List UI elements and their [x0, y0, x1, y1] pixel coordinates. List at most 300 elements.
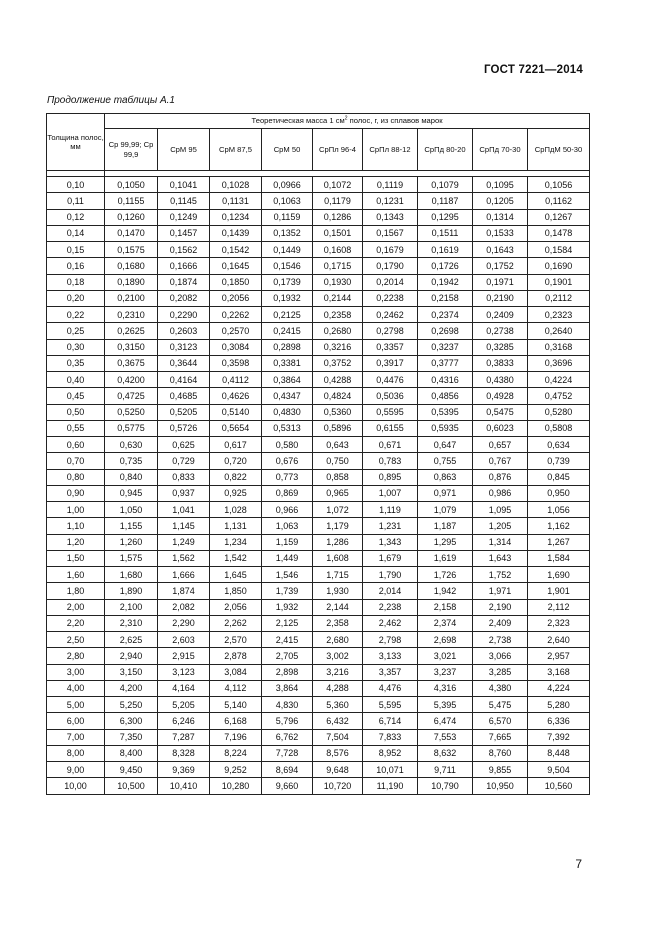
thickness-cell: 2,80	[47, 648, 105, 664]
mass-cell: 0,986	[473, 485, 528, 501]
mass-cell: 3,002	[313, 648, 363, 664]
mass-cell: 2,957	[528, 648, 590, 664]
mass-cell: 0,1850	[210, 274, 262, 290]
thickness-cell: 0,30	[47, 339, 105, 355]
mass-cell: 0,4380	[473, 372, 528, 388]
thickness-cell: 5,00	[47, 697, 105, 713]
mass-cell: 0,2190	[473, 290, 528, 306]
mass-cell: 8,448	[528, 745, 590, 761]
mass-cell: 10,720	[313, 778, 363, 794]
mass-cell: 4,476	[363, 680, 418, 696]
mass-cell: 0,2144	[313, 290, 363, 306]
mass-cell: 1,249	[158, 534, 210, 550]
thickness-cell: 0,45	[47, 388, 105, 404]
table-row	[47, 388, 590, 404]
mass-cell: 1,726	[418, 567, 473, 583]
mass-cell: 10,950	[473, 778, 528, 794]
mass-cell: 0,1739	[262, 274, 313, 290]
table-row	[47, 632, 590, 648]
table-row	[47, 258, 590, 274]
mass-cell: 2,056	[210, 599, 262, 615]
mass-cell: 0,1449	[262, 242, 313, 258]
stub-header: Толщина полос, мм	[47, 114, 105, 171]
mass-cell: 1,715	[313, 567, 363, 583]
mass-cell: 0,2625	[105, 323, 158, 339]
mass-cell: 0,3777	[418, 355, 473, 371]
mass-cell: 0,5360	[313, 404, 363, 420]
mass-cell: 0,2409	[473, 307, 528, 323]
column-header: СрМ 50	[262, 129, 313, 171]
mass-cell: 2,358	[313, 615, 363, 631]
mass-cell: 0,4288	[313, 372, 363, 388]
mass-cell: 0,2014	[363, 274, 418, 290]
mass-cell: 0,2374	[418, 307, 473, 323]
column-header: СрПд 80-20	[418, 129, 473, 171]
mass-cell: 0,3168	[528, 339, 590, 355]
mass-cell: 0,2898	[262, 339, 313, 355]
mass-cell: 9,711	[418, 762, 473, 778]
mass-cell: 1,343	[363, 534, 418, 550]
thickness-cell: 1,50	[47, 550, 105, 566]
mass-cell: 1,314	[473, 534, 528, 550]
mass-cell: 0,1680	[105, 258, 158, 274]
table-row	[47, 177, 590, 193]
table-caption: Продолжение таблицы А.1	[47, 95, 175, 106]
mass-cell: 0,965	[313, 485, 363, 501]
table-row	[47, 404, 590, 420]
thickness-cell: 1,10	[47, 518, 105, 534]
thickness-cell: 1,20	[47, 534, 105, 550]
mass-cell: 0,2698	[418, 323, 473, 339]
mass-cell: 0,3285	[473, 339, 528, 355]
column-header: СрПл 88-12	[363, 129, 418, 171]
table-row	[47, 518, 590, 534]
mass-cell: 0,1901	[528, 274, 590, 290]
mass-cell: 1,645	[210, 567, 262, 583]
mass-cell: 1,159	[262, 534, 313, 550]
mass-cell: 1,690	[528, 567, 590, 583]
table-row	[47, 778, 590, 794]
mass-cell: 1,267	[528, 534, 590, 550]
mass-cell: 0,1643	[473, 242, 528, 258]
thickness-cell: 9,00	[47, 762, 105, 778]
mass-cell: 1,056	[528, 502, 590, 518]
mass-cell: 1,680	[105, 567, 158, 583]
mass-cell: 0,580	[262, 437, 313, 453]
mass-cell: 0,1249	[158, 209, 210, 225]
mass-cell: 3,021	[418, 648, 473, 664]
mass-cell: 0,6023	[473, 420, 528, 436]
thickness-cell: 0,80	[47, 469, 105, 485]
column-header: СрМ 95	[158, 129, 210, 171]
thickness-cell: 1,80	[47, 583, 105, 599]
mass-cell: 0,845	[528, 469, 590, 485]
mass-table	[46, 113, 590, 795]
mass-cell: 2,100	[105, 599, 158, 615]
thickness-cell: 8,00	[47, 745, 105, 761]
mass-cell: 0,1470	[105, 225, 158, 241]
mass-cell: 10,790	[418, 778, 473, 794]
mass-cell: 0,3752	[313, 355, 363, 371]
table-row	[47, 599, 590, 615]
mass-cell: 0,2603	[158, 323, 210, 339]
mass-cell: 0,4224	[528, 372, 590, 388]
mass-cell: 0,1286	[313, 209, 363, 225]
mass-cell: 5,475	[473, 697, 528, 713]
table-row	[47, 242, 590, 258]
mass-cell: 1,584	[528, 550, 590, 566]
mass-cell: 1,131	[210, 518, 262, 534]
mass-cell: 1,932	[262, 599, 313, 615]
mass-cell: 0,1501	[313, 225, 363, 241]
mass-cell: 3,357	[363, 664, 418, 680]
mass-cell: 1,260	[105, 534, 158, 550]
mass-cell: 1,063	[262, 518, 313, 534]
mass-cell: 5,205	[158, 697, 210, 713]
mass-cell: 2,190	[473, 599, 528, 615]
mass-cell: 1,739	[262, 583, 313, 599]
thickness-cell: 0,70	[47, 453, 105, 469]
mass-cell: 1,155	[105, 518, 158, 534]
mass-cell: 1,930	[313, 583, 363, 599]
mass-cell: 7,833	[363, 729, 418, 745]
mass-cell: 10,560	[528, 778, 590, 794]
mass-cell: 0,773	[262, 469, 313, 485]
mass-cell: 0,1095	[473, 177, 528, 193]
mass-cell: 0,2462	[363, 307, 418, 323]
mass-cell: 0,1260	[105, 209, 158, 225]
table-row	[47, 323, 590, 339]
thickness-cell: 0,20	[47, 290, 105, 306]
mass-cell: 0,950	[528, 485, 590, 501]
table-row	[47, 469, 590, 485]
mass-cell: 3,237	[418, 664, 473, 680]
table-row	[47, 420, 590, 436]
column-header: СрПл 96-4	[313, 129, 363, 171]
mass-cell: 2,310	[105, 615, 158, 631]
mass-cell: 0,1542	[210, 242, 262, 258]
mass-cell: 0,3084	[210, 339, 262, 355]
mass-cell: 4,830	[262, 697, 313, 713]
mass-cell: 8,694	[262, 762, 313, 778]
mass-cell: 0,4928	[473, 388, 528, 404]
mass-cell: 2,462	[363, 615, 418, 631]
mass-cell: 0,755	[418, 453, 473, 469]
mass-cell: 2,915	[158, 648, 210, 664]
mass-cell: 8,632	[418, 745, 473, 761]
mass-cell: 0,1295	[418, 209, 473, 225]
mass-cell: 0,4685	[158, 388, 210, 404]
mass-cell: 10,410	[158, 778, 210, 794]
mass-cell: 0,2290	[158, 307, 210, 323]
mass-cell: 2,415	[262, 632, 313, 648]
mass-cell: 0,3150	[105, 339, 158, 355]
mass-cell: 0,937	[158, 485, 210, 501]
mass-cell: 0,1352	[262, 225, 313, 241]
mass-cell: 1,295	[418, 534, 473, 550]
mass-cell: 0,2738	[473, 323, 528, 339]
thickness-cell: 0,25	[47, 323, 105, 339]
mass-cell: 5,280	[528, 697, 590, 713]
mass-cell: 2,640	[528, 632, 590, 648]
mass-cell: 5,395	[418, 697, 473, 713]
mass-cell: 1,162	[528, 518, 590, 534]
mass-cell: 9,648	[313, 762, 363, 778]
mass-cell: 0,1890	[105, 274, 158, 290]
mass-cell: 2,409	[473, 615, 528, 631]
mass-cell: 7,728	[262, 745, 313, 761]
mass-cell: 0,3237	[418, 339, 473, 355]
mass-cell: 0,720	[210, 453, 262, 469]
mass-cell: 0,739	[528, 453, 590, 469]
mass-cell: 8,224	[210, 745, 262, 761]
table-row	[47, 567, 590, 583]
mass-cell: 8,400	[105, 745, 158, 761]
mass-cell: 11,190	[363, 778, 418, 794]
mass-cell: 2,798	[363, 632, 418, 648]
mass-cell: 2,112	[528, 599, 590, 615]
mass-cell: 2,144	[313, 599, 363, 615]
mass-cell: 5,360	[313, 697, 363, 713]
mass-cell: 0,1562	[158, 242, 210, 258]
thickness-cell: 0,18	[47, 274, 105, 290]
mass-cell: 1,971	[473, 583, 528, 599]
mass-cell: 0,3216	[313, 339, 363, 355]
table-row	[47, 697, 590, 713]
table-row	[47, 437, 590, 453]
mass-cell: 0,1478	[528, 225, 590, 241]
table-row	[47, 534, 590, 550]
mass-cell: 0,4316	[418, 372, 473, 388]
mass-cell: 6,762	[262, 729, 313, 745]
mass-cell: 0,4112	[210, 372, 262, 388]
mass-cell: 0,3381	[262, 355, 313, 371]
mass-cell: 1,231	[363, 518, 418, 534]
table-row	[47, 550, 590, 566]
mass-cell: 0,971	[418, 485, 473, 501]
mass-cell: 7,553	[418, 729, 473, 745]
thickness-cell: 0,35	[47, 355, 105, 371]
mass-cell: 0,2358	[313, 307, 363, 323]
table-row	[47, 193, 590, 209]
mass-cell: 0,840	[105, 469, 158, 485]
table-row	[47, 583, 590, 599]
mass-cell: 0,2680	[313, 323, 363, 339]
mass-cell: 5,250	[105, 697, 158, 713]
mass-cell: 0,3123	[158, 339, 210, 355]
mass-cell: 1,449	[262, 550, 313, 566]
mass-cell: 0,767	[473, 453, 528, 469]
mass-cell: 3,864	[262, 680, 313, 696]
mass-cell: 0,1155	[105, 193, 158, 209]
mass-cell: 6,714	[363, 713, 418, 729]
mass-cell: 0,676	[262, 453, 313, 469]
mass-cell: 4,316	[418, 680, 473, 696]
mass-cell: 0,783	[363, 453, 418, 469]
mass-cell: 1,145	[158, 518, 210, 534]
mass-cell: 0,2310	[105, 307, 158, 323]
mass-cell: 1,072	[313, 502, 363, 518]
mass-cell: 0,5935	[418, 420, 473, 436]
mass-cell: 0,5395	[418, 404, 473, 420]
mass-cell: 3,150	[105, 664, 158, 680]
thickness-cell: 1,00	[47, 502, 105, 518]
mass-cell: 0,4752	[528, 388, 590, 404]
mass-cell: 0,5595	[363, 404, 418, 420]
thickness-cell: 0,15	[47, 242, 105, 258]
mass-cell: 1,643	[473, 550, 528, 566]
mass-cell: 0,1790	[363, 258, 418, 274]
table-row	[47, 762, 590, 778]
mass-cell: 0,1457	[158, 225, 210, 241]
mass-cell: 7,287	[158, 729, 210, 745]
mass-cell: 0,5475	[473, 404, 528, 420]
mass-cell: 0,617	[210, 437, 262, 453]
mass-cell: 2,238	[363, 599, 418, 615]
mass-cell: 0,5808	[528, 420, 590, 436]
mass-cell: 9,252	[210, 762, 262, 778]
mass-cell: 0,1041	[158, 177, 210, 193]
mass-cell: 1,095	[473, 502, 528, 518]
table-row	[47, 355, 590, 371]
mass-cell: 0,1942	[418, 274, 473, 290]
thickness-cell: 0,10	[47, 177, 105, 193]
mass-cell: 0,4200	[105, 372, 158, 388]
table-row	[47, 209, 590, 225]
mass-cell: 8,328	[158, 745, 210, 761]
mass-cell: 0,1584	[528, 242, 590, 258]
mass-cell: 6,300	[105, 713, 158, 729]
mass-cell: 0,4626	[210, 388, 262, 404]
mass-cell: 0,634	[528, 437, 590, 453]
mass-cell: 2,158	[418, 599, 473, 615]
thickness-cell: 0,11	[47, 193, 105, 209]
mass-cell: 2,940	[105, 648, 158, 664]
mass-cell: 0,1575	[105, 242, 158, 258]
mass-cell: 0,822	[210, 469, 262, 485]
mass-cell: 0,2100	[105, 290, 158, 306]
mass-cell: 0,3696	[528, 355, 590, 371]
mass-cell: 1,050	[105, 502, 158, 518]
mass-cell: 0,2158	[418, 290, 473, 306]
mass-cell: 0,2323	[528, 307, 590, 323]
mass-cell: 9,660	[262, 778, 313, 794]
table-row	[47, 453, 590, 469]
mass-cell: 0,1131	[210, 193, 262, 209]
table-row	[47, 745, 590, 761]
mass-cell: 0,1079	[418, 177, 473, 193]
mass-cell: 8,760	[473, 745, 528, 761]
thickness-cell: 0,90	[47, 485, 105, 501]
mass-cell: 0,2262	[210, 307, 262, 323]
mass-cell: 0,1608	[313, 242, 363, 258]
mass-cell: 0,3864	[262, 372, 313, 388]
mass-cell: 6,570	[473, 713, 528, 729]
column-header: Ср 99,99; Ср 99,9	[105, 129, 158, 171]
mass-cell: 0,1533	[473, 225, 528, 241]
mass-cell: 6,474	[418, 713, 473, 729]
mass-cell: 4,380	[473, 680, 528, 696]
table-row	[47, 485, 590, 501]
mass-cell: 2,570	[210, 632, 262, 648]
table-row	[47, 372, 590, 388]
mass-cell: 0,4856	[418, 388, 473, 404]
mass-cell: 2,125	[262, 615, 313, 631]
mass-cell: 7,350	[105, 729, 158, 745]
mass-cell: 0,4725	[105, 388, 158, 404]
mass-cell: 0,1567	[363, 225, 418, 241]
mass-cell: 0,1511	[418, 225, 473, 241]
mass-cell: 0,1726	[418, 258, 473, 274]
mass-cell: 0,895	[363, 469, 418, 485]
mass-cell: 1,619	[418, 550, 473, 566]
mass-cell: 5,595	[363, 697, 418, 713]
mass-cell: 0,925	[210, 485, 262, 501]
mass-cell: 0,833	[158, 469, 210, 485]
mass-cell: 0,2570	[210, 323, 262, 339]
mass-cell: 0,1056	[528, 177, 590, 193]
table-row	[47, 502, 590, 518]
mass-cell: 0,729	[158, 453, 210, 469]
mass-cell: 0,1930	[313, 274, 363, 290]
mass-cell: 3,066	[473, 648, 528, 664]
mass-cell: 2,738	[473, 632, 528, 648]
mass-cell: 1,179	[313, 518, 363, 534]
mass-cell: 0,2415	[262, 323, 313, 339]
mass-cell: 2,290	[158, 615, 210, 631]
mass-cell: 0,1119	[363, 177, 418, 193]
table-row	[47, 339, 590, 355]
mass-cell: 0,4476	[363, 372, 418, 388]
mass-cell: 1,575	[105, 550, 158, 566]
mass-cell: 2,698	[418, 632, 473, 648]
thickness-cell: 2,00	[47, 599, 105, 615]
thickness-cell: 0,14	[47, 225, 105, 241]
mass-cell: 0,1050	[105, 177, 158, 193]
mass-cell: 1,041	[158, 502, 210, 518]
mass-cell: 2,680	[313, 632, 363, 648]
mass-cell: 0,1439	[210, 225, 262, 241]
mass-cell: 3,133	[363, 648, 418, 664]
table-row	[47, 680, 590, 696]
mass-cell: 0,5140	[210, 404, 262, 420]
mass-cell: 0,945	[105, 485, 158, 501]
mass-cell: 1,007	[363, 485, 418, 501]
thickness-cell: 0,55	[47, 420, 105, 436]
mass-cell: 9,369	[158, 762, 210, 778]
mass-cell: 0,2056	[210, 290, 262, 306]
mass-cell: 0,1679	[363, 242, 418, 258]
mass-cell: 4,164	[158, 680, 210, 696]
mass-cell: 0,858	[313, 469, 363, 485]
mass-cell: 0,1267	[528, 209, 590, 225]
mass-cell: 4,200	[105, 680, 158, 696]
thickness-cell: 0,50	[47, 404, 105, 420]
mass-cell: 1,608	[313, 550, 363, 566]
mass-cell: 1,874	[158, 583, 210, 599]
thickness-cell: 0,22	[47, 307, 105, 323]
thickness-cell: 3,00	[47, 664, 105, 680]
mass-cell: 1,890	[105, 583, 158, 599]
mass-cell: 0,2640	[528, 323, 590, 339]
mass-cell: 0,1187	[418, 193, 473, 209]
mass-cell: 1,546	[262, 567, 313, 583]
thickness-cell: 0,40	[47, 372, 105, 388]
mass-cell: 0,750	[313, 453, 363, 469]
page-number: 7	[575, 857, 582, 871]
table-row	[47, 729, 590, 745]
mass-cell: 6,168	[210, 713, 262, 729]
